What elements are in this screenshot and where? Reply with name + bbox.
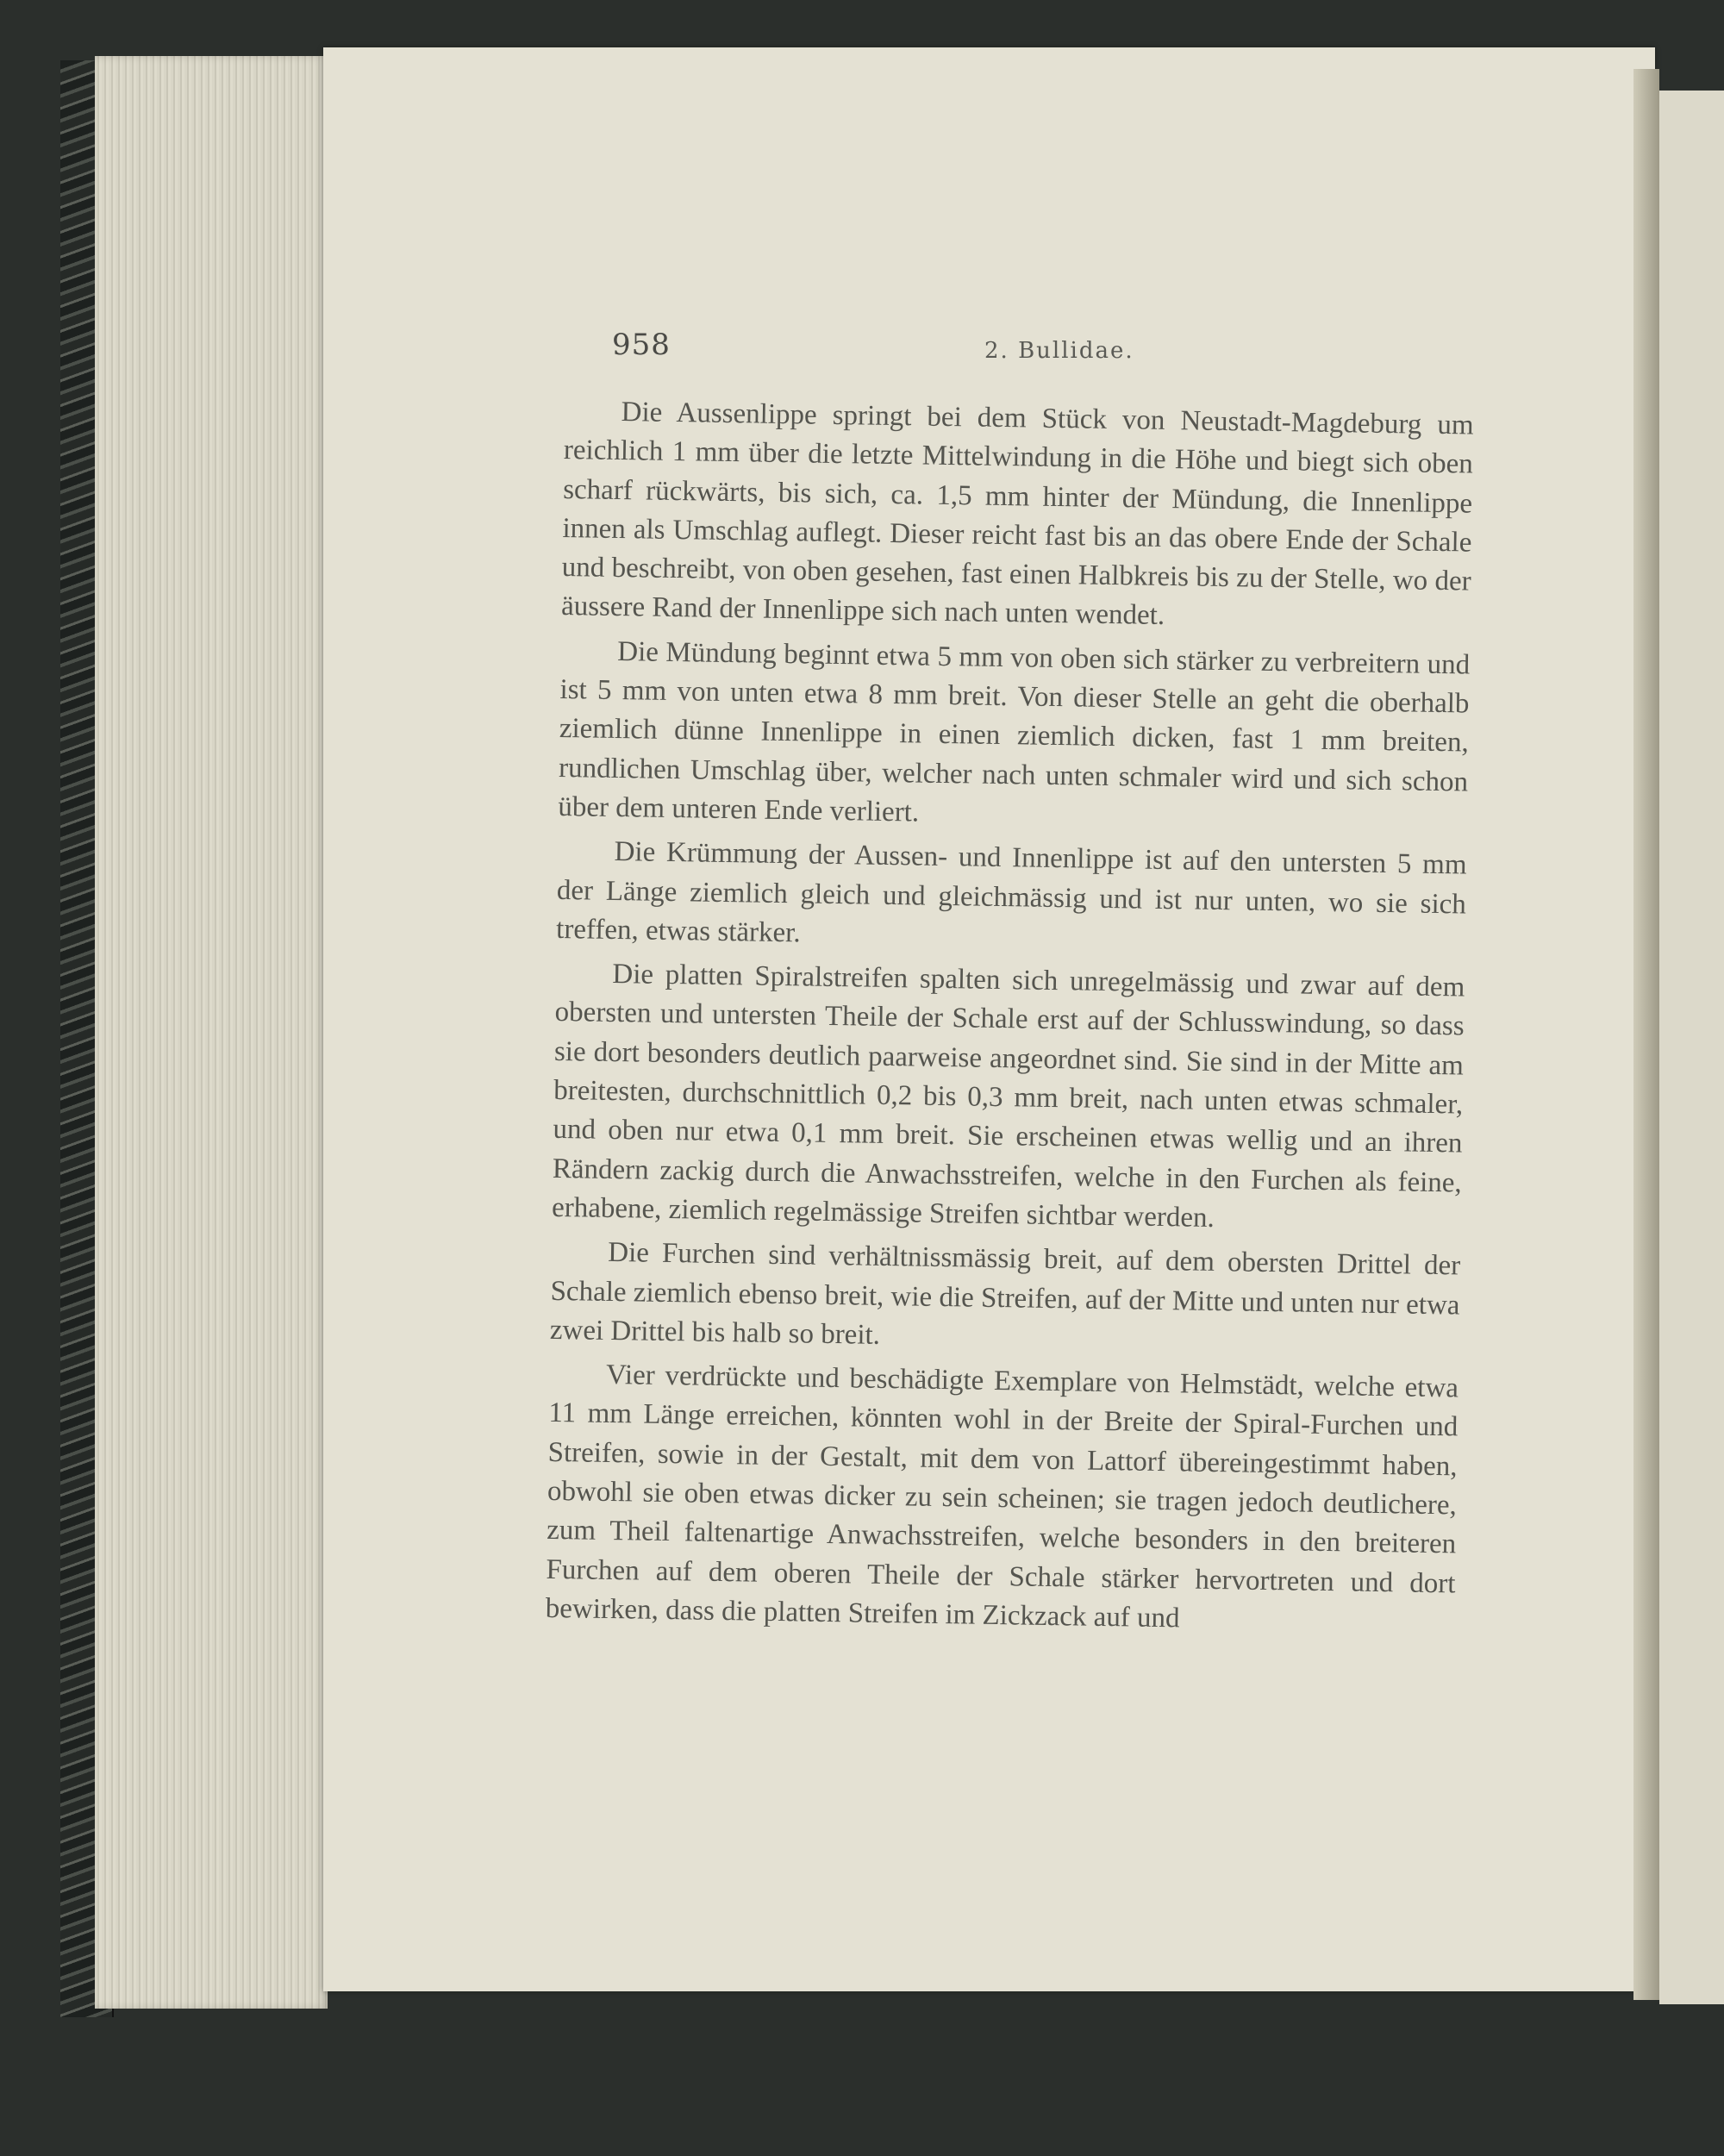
paragraph: Vier verdrückte und beschädigte Exemplare von Helmstädt, welche etwa 11 mm Länge erreichen, könnten wohl in der Breite der Spiral-Furchen und Streifen, sowie in der Gestalt, mit dem von Lattorf übereingestimmt haben, obwohl sie oben etwas dicker zu sein scheinen; sie tragen jedoch deutlichere, zum Theil faltenartige Anwachsstreifen, welche besonders in den breiteren Furchen auf dem oberen Theile der Schale stärker hervortreten und dort bewirken, dass die platten Streifen im Zickzack auf und <box>545 1359 1459 1634</box>
paragraph: Die Furchen sind verhältnissmässig breit, auf dem obersten Drittel der Schale ziemlich ebenso breit, wie die Streifen, auf der Mitte und unten nur etwa zwei Drittel bis halb so breit. <box>549 1237 1461 1351</box>
paragraph: Die Krümmung der Aussen- und Innenlippe ist auf den untersten 5 mm der Länge ziemlich gleich und gleichmässig und ist nur unten, wo sie sich treffen, etwas stärker. <box>555 836 1467 949</box>
page-stack-edge <box>95 56 328 2009</box>
paragraph: Die Aussenlippe springt bei dem Stück von Neustadt-Magdeburg um reichlich 1 mm über die letzte Mittelwindung in die Höhe und biegt sich oben scharf rückwärts, bis sich, ca. 1,5 mm hinter der Mündung, die Innenlippe innen als Umschlag auflegt. Dieser reicht fast bis an das obere Ende der Schale und beschreibt, von oben gesehen, fast einen Halbkreis bis zu der Stelle, wo der äussere Rand der Innenlippe sich nach unten wendet. <box>560 397 1474 632</box>
page-header <box>612 328 1474 379</box>
paragraph: Die Mündung beginnt etwa 5 mm von oben sich stärker zu verbreitern und ist 5 mm von unten etwa 8 mm breit. Von dieser Stelle an geht die oberhalb ziemlich dünne Innenlippe in einen ziemlich dicken, fast 1 mm breiten, rundlichen Umschlag über, welcher nach unten schmaler wird und sich schon über dem unteren Ende verliert. <box>558 635 1471 828</box>
page-number: 958 <box>612 328 671 362</box>
running-head: 2. Bullidae. <box>984 338 1134 364</box>
page-gutter <box>1633 69 1659 2000</box>
body-text <box>545 392 1473 1648</box>
paragraph: Die platten Spiralstreifen spalten sich unregelmässig und zwar auf dem obersten und untersten Theile der Schale erst auf der Schlusswindung, so dass sie dort besonders deutlich paarweise angeordnet sind. Sie sind in der Mitte am breitesten, durchschnittlich 0,2 bis 0,3 mm breit, nach unten etwas schmaler, und oben nur etwa 0,1 mm breit. Sie erscheinen etwas wellig und an ihren Rändern zackig durch die Anwachsstreifen, welche in den Furchen als feine, erhabene, ziemlich regelmässige Streifen sichtbar werden. <box>551 959 1465 1234</box>
facing-page-edge <box>1659 91 1724 2004</box>
